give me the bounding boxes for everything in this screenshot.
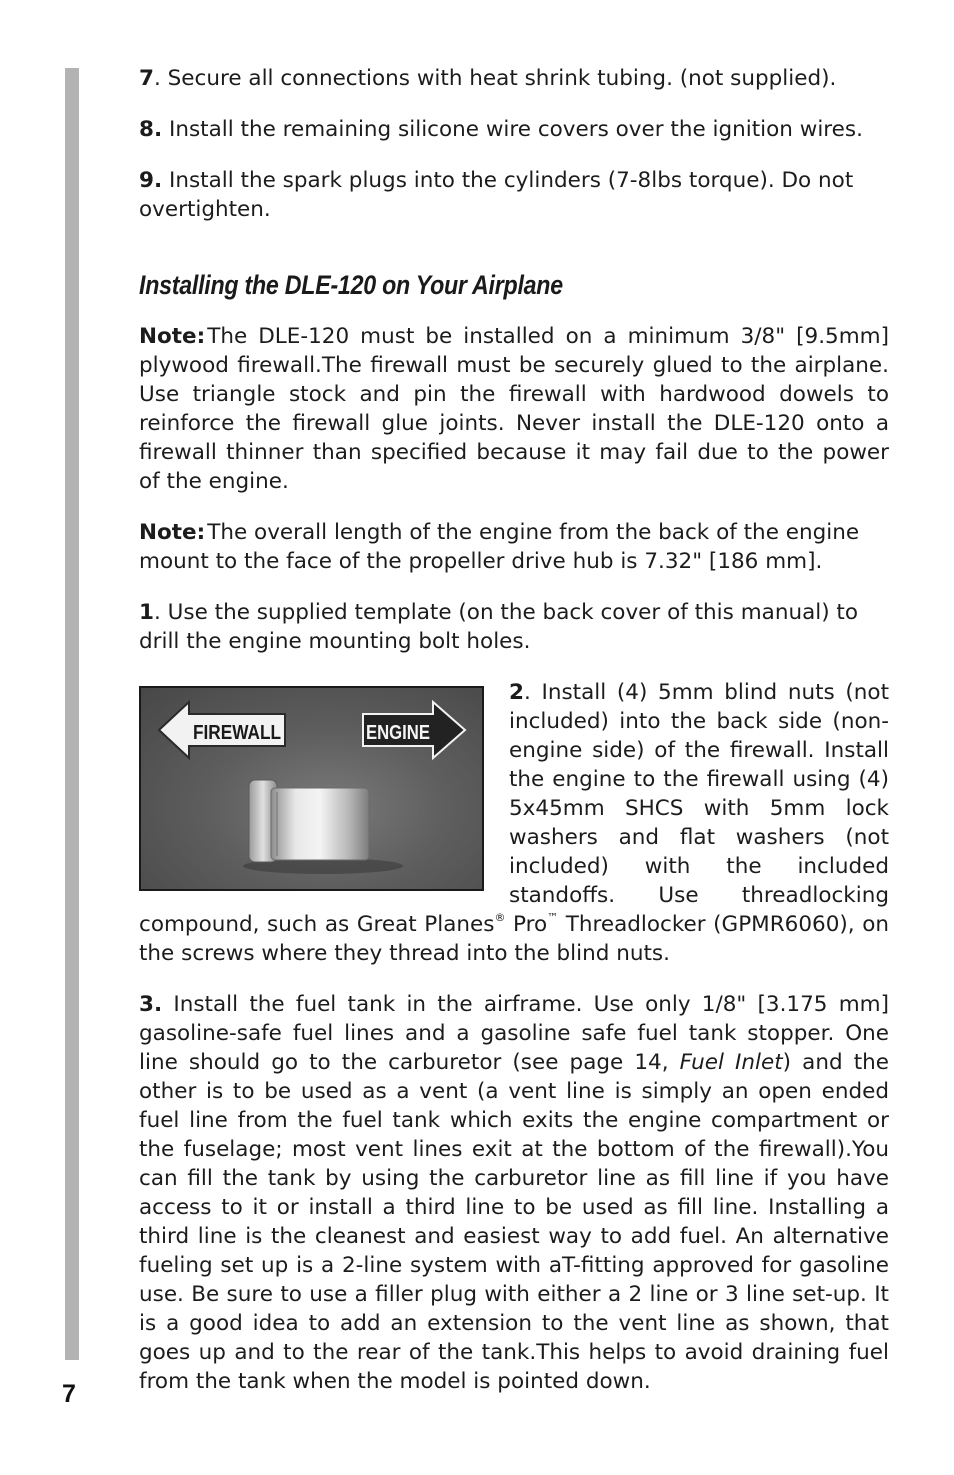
step-number: 7 [139,66,154,91]
step-text: Threadlocker (GPMR6060), on the screws where they thread into the blind nuts. [139,912,889,966]
step-text: Install the remaining silicone wire covers over the ignition wires. [162,117,863,142]
step-number: 1 [139,600,154,625]
step-9 [139,166,889,224]
note-text: The DLE-120 must be installed on a minimum 3/8" [9.5mm] plywood firewall.The firewall must be securely glued to the airplane. Use triangle stock and pin the firewall with hardwood dowels to reinforce the firewall glue joints. Never install the DLE-120 onto a firewall thinner than specified because it may fail due to the power of the engine. [139,324,889,494]
step-number: 2 [509,680,524,705]
step-text: Install the fuel tank in the airframe. Use only 1/8" [3.175 mm] gasoline-safe fuel lines and a gasoline safe fuel tank stopper. One line should go to the carburetor (see page 14, [139,992,889,1075]
note-length [139,518,889,576]
note-label: Note: [139,324,206,349]
note-label: Note: [139,520,206,545]
engine-label: ENGINE [366,722,430,744]
page-content [139,64,889,1396]
margin-bar [65,68,79,1360]
step-text: Pro [505,912,548,937]
step-8 [139,115,889,144]
standoff-photo [139,686,484,891]
firewall-arrow [159,702,285,758]
registered-mark: ® [494,910,506,924]
step-7 [139,64,889,93]
step-number: 8. [139,117,163,142]
note-text: The overall length of the engine from the back of the engine mount to the face of the propeller drive hub is 7.32" [186 mm]. [139,520,860,574]
step-3 [139,990,889,1396]
step-number: 9. [139,168,163,193]
standoff-part [243,780,403,874]
step-text: ) and the other is to be used as a vent (a vent line is simply an open ended fuel line from the fuel tank which exits the engine compartment or the fuselage; most vent lines exit at the bottom of the firewall).You can fill the tank by using the carburetor line as fill line if you have access to it or install a third line to be used as fill line. Installing a third line is the cleanest and easiest way to add fuel. An alternative fueling set up is a 2-line system with aT-fitting approved for gasoline use. Be sure to use a filler plug with either a 2 line or 3 line set-up. It is a good idea to add an extension to the vent line as shown, that goes up and to the rear of the tank.This helps to avoid draining fuel from the tank when the model is pointed down. [139,1050,889,1394]
step-text: . Install (4) 5mm blind nuts (not included) into the back side (non-engine side) of the firewall. Install the engine to the firewall using (4) 5x45mm SHCS with 5mm lock washers and flat washers (not included) with the included standoffs. Use threadlocking compound, such as Great Planes [139,680,889,937]
step-number: 3. [139,992,163,1017]
step-text: . Secure all connections with heat shrink tubing. (not supplied). [153,66,837,91]
standoff-illustration [141,688,482,889]
step-text: Install the spark plugs into the cylinders (7-8lbs torque). Do not overtighten. [139,168,854,222]
step-text: . Use the supplied template (on the back cover of this manual) to drill the engine mounting bolt holes. [139,600,859,654]
page-number: 7 [62,1380,76,1408]
firewall-label: FIREWALL [193,722,281,744]
note-firewall [139,322,889,496]
step-reference: Fuel Inlet [679,1050,783,1075]
step-1 [139,598,889,656]
engine-arrow [363,702,465,758]
section-heading: Installing the DLE-120 on Your Airplane [139,270,563,300]
trademark-mark: ™ [547,910,559,924]
